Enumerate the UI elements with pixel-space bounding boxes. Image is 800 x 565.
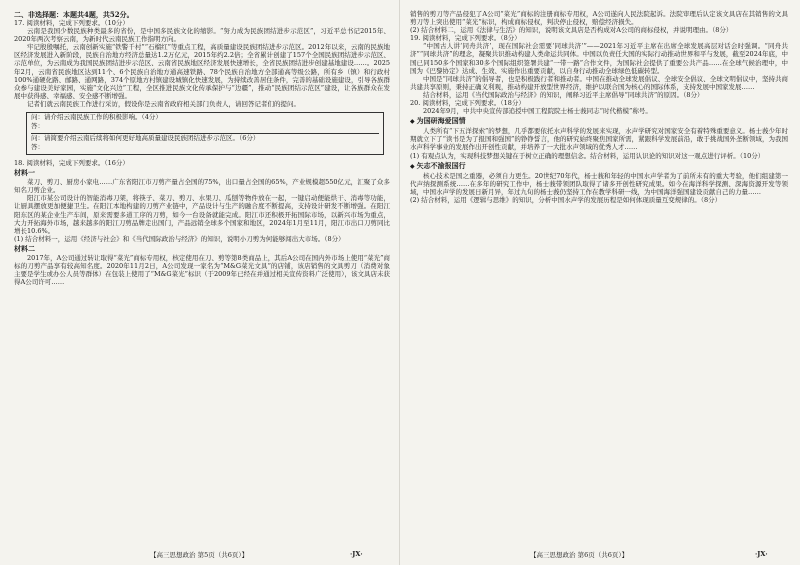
q18-material-2-paragraph-1: 2017年，A公司通过转让取得“菜光”商标专用权，核定使用在刀、剪等第8类商品上，其后A公司在国内外市场上使用“菜光”商标的刀剪产品享有较高知名度。2020年11月2日，A公司发现一家名为“M&G菜光文具”的店铺，该店销售的文具剪刀（消费对象主要是学生或办公人员等群体）在包装上使用了“M&G菜光”标识（于2009年已经在并通过相关宣传资料广泛使用），该文具店未获得A公司许可…… [14,253,390,287]
q20-section-1-heading-text: 为国研海爱国情 [416,116,466,126]
q20-title: 20. 阅读材料，完成下列要求。（18分） [410,99,525,108]
q18-material-1-paragraph-1: 菜刀、剪刀、厨房小家电……广东省阳江市刀剪产量占全国的75%，出口量占全国的65%，产业规模超550亿元，汇聚了众多知名刀剪企业。 [14,178,390,195]
q18-material-1-paragraph-2: 阳江市某公司设计的智能消毒刀架，将筷子、菜刀、剪刀、水果刀、瓜刨等物件放在一起，一键启动便能烘干、消毒等功能，让厨具摆放更加便捷卫生。在阳江本地构建的刀剪产业链中，产品设计与生产的融合度不断提高，支持设计研发不断增强。在阳江阳东区的某企业生产车间，原来需要多道工序的刀剪，如今一台设备就能完成。阳江市还积极开拓国际市场，以新兴市场为重点，大力开拓海外市场，越来越多的阳江刀剪品牌走出国门，产品远销全球多个国家和地区，2024年1月至11月，阳江市出口刀剪同比增长10.6%。 [14,194,390,235]
q20-section-1-paragraph: 人类所有“下五洋探索”的梦想，几乎都要依托水声科学的发展来实现，水声学研究对国家安全有着特殊重要意义。杨士莪少年时期就立下了“读书是为了报国和强国”的铮铮誓言，他的研究始终聚焦国家所需，紧跟科学发展前沿，敢于挑战国外垄断领域，为我国水声科学事业的发展作出开创性贡献，并培养了一大批水声领域的优秀人才…… [410,127,788,152]
q17-answer-box [26,112,384,155]
q20-section-2-heading-text: 矢志不渝报国行 [416,160,466,170]
page-6-footer [530,550,790,559]
answer-label: 答： [31,143,44,152]
page-5-footer [150,550,390,559]
q17-box-question-2: 问：请简要介绍云南后续将如何更好地高质量建设民族团结进步示范区。（6分） [31,134,260,143]
q17-paragraph-2: 牢记殷殷嘱托，云南创新实施“铁警千村”“石榴红”等重点工程，高质量建设民族团结进步示范区。2012年以来，云南的民族地区经济发展进入新阶段，民族自治地方经济总量达1.2万亿元，2015年约2.2倍；全省累计创建了157个全国民族团结进步示范区、示范单位，为云南成为我国民族团结进步示范区、云南省民族地区经济发展快速增长，全省民族团结进步创建基地建设……。2025年2月，云南省民族地区达到11个、6个民族自治地方通高速铁路、78个民族自治地方全部通高等级公路，所有乡（镇）和行政村100%通硬化路、邮路、通网路，374个原地方村镇建设城镇化快速发展，为持续改善居住条件，完善的基础设施建设，引导各族群众参与建设美好家园，实施“文化兴边”工程，全区推进民族文化传承保护与“边疆”，推动“民族团结示范区”建设，让各族群众在发展中获得感、幸福感、安全感不断增强。 [14,43,390,100]
q20-section-1-heading [410,116,788,126]
q19-paragraph-1: “中国古人讲‘同舟共济’，现在国际社会需要‘同球共济’”——2021年习近平主席在出席全球发展高层对话会时强调。“同舟共济”“同球共济”的理念，凝聚共识推动构建人类命运共同体。中国以负责任大国的实际行动推动世界和平与发展，截至2024年底，中国已同150多个国家和30多个国际组织签署共建“一带一路”合作文件，为国际社会提供了重要公共产品……在全球气候治理中，中国为《巴黎协定》达成、生效、实施作出重要贡献，以自身行动推动全球绿色低碳转型。 [410,42,788,75]
q18-material-2-heading: 材料二 [14,243,35,253]
page-5-footer-subject: 【高三思想政治 第5页（共6页）】 [150,551,249,559]
q18-material-1-heading: 材料一 [14,168,35,178]
section-title: 二、非选择题：本题共4题，共52分。 [14,10,134,19]
answer-label: 答： [31,122,44,131]
q17-title: 17. 阅读材料，完成下列要求。（10分） [14,19,129,27]
q20-question-2: (2) 结合材料，运用《逻辑与思维》的知识，分析中国水声学的发展历程是如何体现质量互变规律的。（8分） [410,195,722,204]
q18-material-2-continued: 销售的剪刀等产品侵犯了A公司“菜光”商标的注册商标专用权，A公司遂向人民法院起诉。法院审理后认定该文具店在其销售的文具剪刀等上突出使用“菜光”标识，构成商标侵权，判决停止侵权，赔偿经济损失。 [410,10,788,27]
q18-question-2: (2) 结合材料二，运用《法律与生活》的知识，说明该文具店是否构成对A公司的商标侵权，并说明理由。（8分） [410,26,733,35]
q17-paragraph-3: 记者们就云南民族工作进行采访，假设你是云南省政府相关部门负责人，请回答记者们的提问。 [27,99,300,108]
q18-title: 18. 阅读材料，完成下列要求。（16分） [14,159,129,168]
diamond-bullet-icon: ◆ [410,162,415,170]
q20-section-2-paragraph: 核心技术是国之重器，必须自力更生。20世纪70年代，杨士莪和年轻的中国水声学者为了前所未有的重大考验，他们组建第一代声纳探测系统……在多年的研究工作中，杨士莪带领团队取得了诸多开创性研究成果。如今在海洋科学探测、深海资源开发等领域，中国水声学的发展日新月异，年过九旬的杨士莪仍坚持工作在教学科研一线，为中国海洋强国建设贡献自己的力量…… [410,171,788,196]
diamond-bullet-icon: ◆ [410,118,415,126]
q18-question-1: (1) 结合材料一，运用《经济与社会》和《当代国际政治与经济》的知识，说明小刀剪为何能够闯出大市场。（8分） [14,234,345,243]
q20-section-2-heading [410,161,788,171]
q17-box-question-1: 问：请介绍云南民族工作的积极影响。（4分） [31,113,162,122]
page-5-footer-mark: ·JX· [350,550,363,558]
page-6-footer-mark: ·JX· [755,550,768,558]
q19-title: 19. 阅读材料，完成下列要求。（8分） [410,34,521,43]
q17-paragraph-1: 云南是我国少数民族种类最多的省份，是中国多民族文化的缩影。“努力成为民族团结进步示范区”，习近平总书记2015年、2020年两次考察云南，为新时代云南民族工作指明方向。 [14,27,390,44]
q20-question-1: (1) 有观点认为，实现科技梦想关键在于树立正确的理想信念。结合材料，运用认识论的知识对这一观点进行评析。（10分） [410,151,765,160]
q20-intro: 2024年9月，中共中央宣传部追授中国工程院院士杨士莪同志“时代楷模”称号。 [423,107,652,116]
q17-answer-line-2[interactable] [31,143,379,154]
q19-question: 结合材料，运用《当代国际政治与经济》的知识，阐释习近平主席倡导“同球共济”的原因。（8分） [423,90,704,99]
page-6-footer-subject: 【高三思想政治 第6页（共6页）】 [530,551,629,559]
q17-answer-line-1[interactable] [31,122,379,134]
q19-paragraph-2: 中国是“同球共济”的倡导者，也是积极践行者和推动者。中国在推动全球发展倡议、全球安全倡议、全球文明倡议中，坚持共商共建共享原则，秉持正确义利观，推动构建开放型世界经济，维护以联合国为核心的国际体系，支持发展中国家发展…… [410,74,788,91]
exam-page-6 [400,0,800,565]
